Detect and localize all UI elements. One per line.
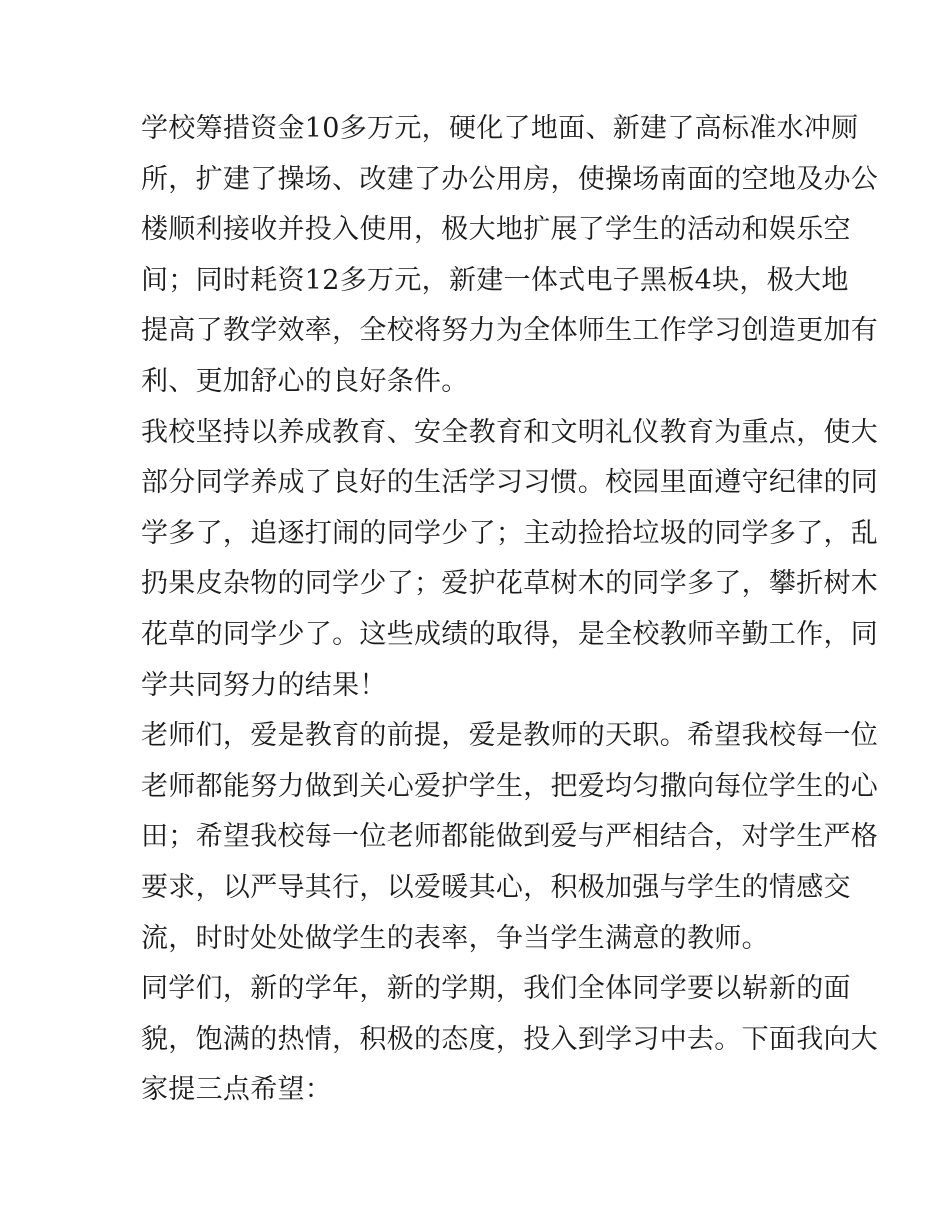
text-line: 扔果皮杂物的同学少了；爱护花草树木的同学多了，攀折树木 [141, 568, 879, 600]
text-line: 同学们，新的学年，新的学期，我们全体同学要以崭新的面 [141, 973, 851, 1005]
text-line: 田；希望我校每一位老师都能做到爱与严相结合，对学生严格 [141, 821, 879, 853]
text-line: 家提三点希望： [141, 1074, 333, 1106]
text-line: 学共同努力的结果！ [141, 669, 387, 701]
paragraph-1 [141, 104, 879, 408]
text-line: 流，时时处处做学生的表率，争当学生满意的教师。 [141, 922, 769, 954]
text-line: 老师们，爱是教育的前提，爱是教师的天职。希望我校每一位 [141, 720, 879, 752]
text-line: 学多了，追逐打闹的同学少了；主动捡拾垃圾的同学多了，乱 [141, 517, 879, 549]
text-line: 老师都能努力做到关心爱护学生，把爱均匀撒向每位学生的心 [141, 770, 879, 802]
paragraph-3 [141, 711, 879, 964]
text-line: 间；同时耗资12多万元，新建一体式电子黑板4块，极大地 [141, 264, 849, 296]
text-line: 楼顺利接收并投入使用，极大地扩展了学生的活动和娱乐空 [141, 214, 851, 246]
text-line: 我校坚持以养成教育、安全教育和文明礼仪教育为重点，使大 [141, 416, 879, 448]
text-line: 部分同学养成了良好的生活学习习惯。校园里面遵守纪律的同 [141, 467, 879, 499]
text-line: 貌，饱满的热情，积极的态度，投入到学习中去。下面我向大 [141, 1023, 879, 1055]
text-line: 提高了教学效率，全校将努力为全体师生工作学习创造更加有 [141, 315, 879, 347]
text-line: 学校筹措资金10多万元，硬化了地面、新建了高标准水冲厕 [141, 113, 859, 144]
text-line: 花草的同学少了。这些成绩的取得，是全校教师辛勤工作，同 [141, 618, 879, 650]
text-line: 利、更加舒心的良好条件。 [141, 365, 469, 397]
text-line: 所，扩建了操场、改建了办公用房，使操场南面的空地及办公 [141, 163, 879, 195]
document-body [141, 104, 879, 1116]
paragraph-2 [141, 408, 879, 712]
paragraph-4 [141, 964, 879, 1116]
text-line: 要求，以严导其行，以爱暖其心，积极加强与学生的情感交 [141, 871, 851, 903]
